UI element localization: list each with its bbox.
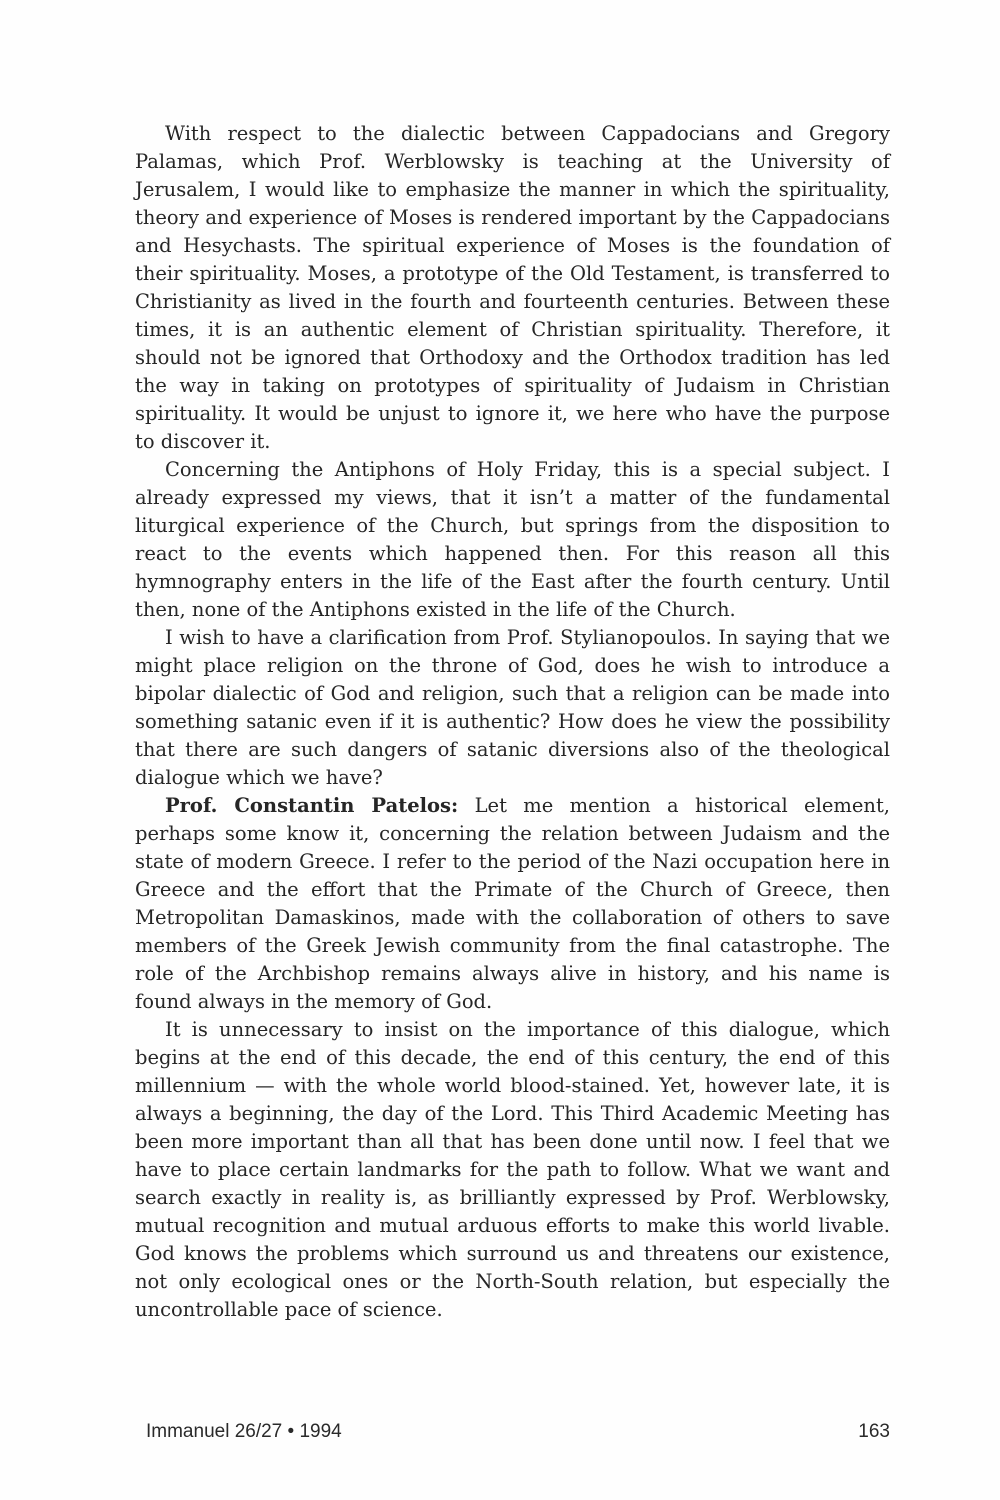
paragraph-3-text: I wish to have a clarification from Prof. Stylianopoulos. In saying that we might place religion on the throne of God, does he wish to introduce a bipolar dialectic of God and religion, such that a religion can be made into something satanic even if it is authentic? How does he view the possibility that there are such dangers of satanic diversions also of the theological dialogue which we have?	[135, 626, 890, 789]
speaker-name: Prof. Constantin Patelos:	[165, 794, 459, 817]
paragraph-5	[135, 1016, 890, 1324]
paragraph-3	[135, 624, 890, 792]
paragraph-2-text: Concerning the Antiphons of Holy Friday, this is a special subject. I already expressed my views, that it isn’t a matter of the fundamental liturgical experience of the Church, but springs from the disposition to react to the events which happened then. For this reason all this hymnography enters in the life of the East after the fourth century. Until then, none of the Antiphons existed in the life of the Church.	[135, 458, 890, 621]
paragraph-4	[135, 792, 890, 1016]
page-number: 163	[858, 1421, 890, 1442]
paragraph-1-text: With respect to the dialectic between Cappadocians and Gregory Palamas, which Prof. Werblowsky is teaching at the University of Jerusalem, I would like to emphasize the manner in which the spirituality, theory and experience of Moses is rendered important by the Cappadocians and Hesychasts. The spiritual experience of Moses is the foundation of their spirituality. Moses, a prototype of the Old Testament, is transferred to Christianity as lived in the fourth and fourteenth centuries. Between these times, it is an authentic element of Christian spirituality. Therefore, it should not be ignored that Orthodoxy and the Orthodox tradition has led the way in taking on prototypes of spirituality of Judaism in Christian spirituality. It would be unjust to ignore it, we here who have the purpose to discover it.	[135, 122, 890, 453]
paragraph-2	[135, 456, 890, 624]
paragraph-4-text: Let me mention a historical element, perhaps some know it, concerning the relation between Judaism and the state of modern Greece. I refer to the period of the Nazi occupation here in Greece and the effort that the Primate of the Church of Greece, then Metropolitan Damaskinos, made with the collaboration of others to save members of the Greek Jewish community from the final catastrophe. The role of the Archbishop remains always alive in history, and his name is found always in the memory of God.	[135, 794, 890, 1013]
paragraph-5-text: It is unnecessary to insist on the importance of this dialogue, which begins at the end of this decade, the end of this century, the end of this millennium — with the whole world blood-stained. Yet, however late, it is always a beginning, the day of the Lord. This Third Academic Meeting has been more important than all that has been done until now. I feel that we have to place certain landmarks for the path to follow. What we want and search exactly in reality is, as brilliantly expressed by Prof. Werblowsky, mutual recognition and mutual arduous efforts to make this world livable. God knows the problems which surround us and threatens our existence, not only ecological ones or the North-South relation, but especially the uncontrollable pace of science.	[135, 1018, 890, 1321]
body-text	[135, 120, 890, 1324]
footer-journal: Immanuel 26/27 • 1994	[146, 1421, 342, 1442]
paragraph-1	[135, 120, 890, 456]
